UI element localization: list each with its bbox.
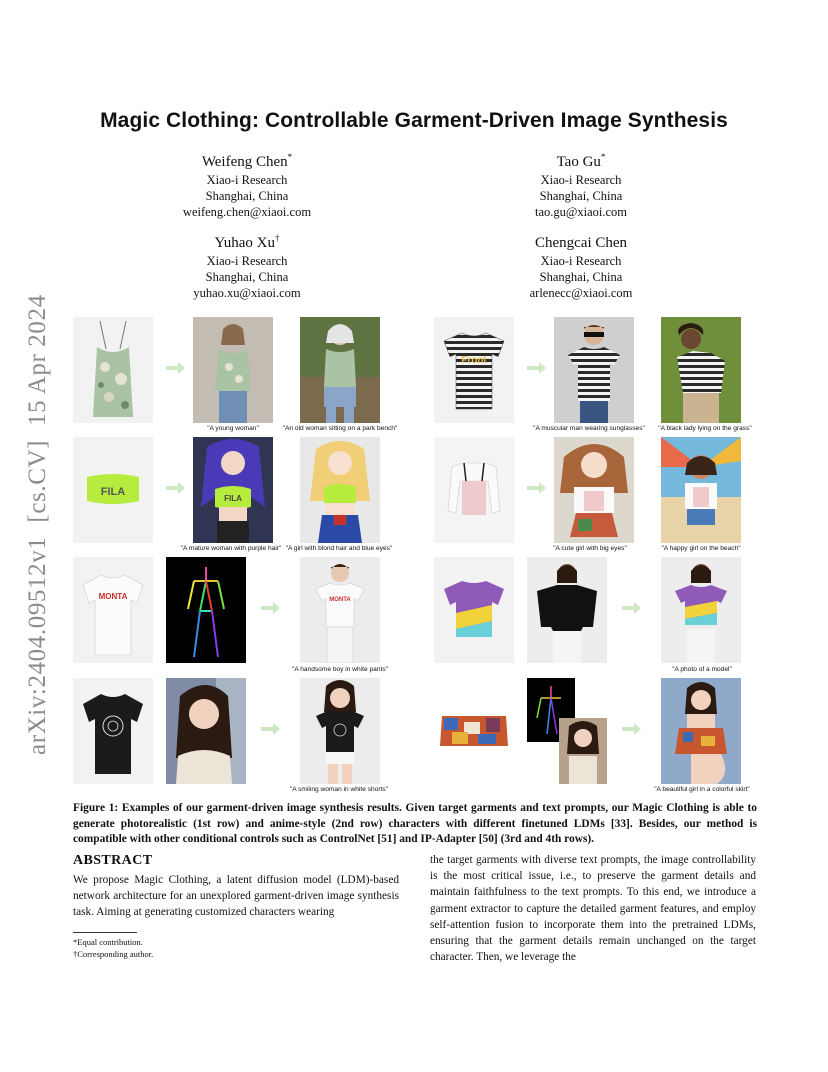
arxiv-date: 15 Apr 2024 [24, 294, 51, 426]
footnote-equal-contribution: *Equal contribution. [73, 937, 143, 947]
arrow-icon [166, 361, 186, 375]
arrow-icon [622, 722, 642, 736]
author-name: Tao Gu [556, 154, 601, 170]
author-email: arlenecc@xiaoi.com [529, 286, 633, 300]
caption-r1c: "A muscular man wearing sunglasses" [533, 425, 645, 432]
caption-r2b: "A girl with blond hair and blue eyes" [285, 545, 393, 552]
author-location: Shanghai, China [205, 189, 289, 203]
footnote-rule [73, 932, 137, 933]
author-name: Yuhao Xu [214, 235, 275, 251]
caption-r3a: "A handsome boy in white pants" [292, 666, 388, 673]
author-mark: * [287, 152, 293, 162]
result-smiling-woman-shorts [300, 678, 380, 784]
garment-colorful-skirt [434, 678, 514, 784]
footnote-corresponding: †Corresponding author. [73, 949, 154, 959]
result-young-woman [193, 317, 273, 423]
result-model-color-tee [661, 557, 741, 663]
result-girl-colorful-skirt [661, 678, 741, 784]
caption-r1b: "An old woman sitting on a park bench" [282, 425, 398, 432]
arxiv-id: arXiv:2404.09512v1 [24, 536, 51, 755]
front-logo: Front [461, 355, 487, 366]
monta-logo: MONTA [329, 597, 351, 603]
abstract-heading: ABSTRACT [73, 853, 153, 868]
abstract-right-column: the target garments with diverse text prompts, the image controllability is the most critical issue, i.e., to preserve the garment details and maintain faithfulness to the text prompts. To this end, we introduce a garment extractor to capture the detailed garment features, and employ self-attention fusion to incorporate them into the pretrained LDMs, ensuring that the garment details remain unchanged on the target character. Then, we leverage the [430, 854, 756, 964]
author-affiliation: Xiao-i Research [206, 173, 288, 187]
reference-woman-face [166, 678, 246, 784]
garment-pink-corset-top [434, 437, 514, 543]
figure-row-4 [73, 678, 743, 784]
author-name: Chengcai Chen [534, 235, 628, 251]
author-email: yuhao.xu@xiaoi.com [193, 286, 301, 300]
garment-striped-tee [434, 317, 514, 423]
paper-title: Magic Clothing: Controllable Garment-Driven Image Synthesis [100, 109, 728, 132]
result-anime-big-eyes [554, 437, 634, 543]
fila-logo: FILA [100, 486, 126, 498]
arrow-icon [527, 481, 547, 495]
figure-caption: Figure 1: Examples of our garment-driven image synthesis results. Given target garments and text prompts, our Magic Clothing is able to generate photorealistic (1st row) and anime-style (2nd row) characters with different finetuned LDMs [33]. Besides, our method is compatible with other conditional controls such as ControlNet [51] and IP-Adapter [50] (3rd and 4th rows). [73, 802, 757, 845]
author-mark: * [600, 152, 606, 162]
caption-r2c: "A cute girl with big eyes" [553, 545, 627, 552]
author-block-4 [461, 229, 701, 301]
garment-floral-camisole [73, 317, 153, 423]
arxiv-stamp [18, 285, 58, 755]
figure-row-2 [73, 437, 743, 543]
caption-r4a: "A smiling woman in white shorts" [289, 786, 389, 793]
garment-fila-tube-top [73, 437, 153, 543]
result-boy-white-pants [300, 557, 380, 663]
arrow-icon [527, 361, 547, 375]
author-block-2 [461, 148, 701, 220]
caption-r2a: "A mature woman with purple hair" [180, 545, 282, 552]
caption-r2d: "A happy girl on the beach" [661, 545, 741, 552]
pose-and-face-references [527, 678, 607, 784]
arrow-icon [261, 601, 281, 615]
result-black-lady-grass [661, 317, 741, 423]
author-affiliation: Xiao-i Research [540, 254, 622, 268]
result-man-sunglasses [554, 317, 634, 423]
figure-row-3 [73, 557, 743, 663]
author-location: Shanghai, China [205, 270, 289, 284]
garment-white-tee-red-logo [73, 557, 153, 663]
pose-skeleton-map [166, 557, 246, 663]
author-affiliation: Xiao-i Research [540, 173, 622, 187]
arrow-icon [622, 601, 642, 615]
result-anime-beach [661, 437, 741, 543]
arrow-icon [261, 722, 281, 736]
author-email: weifeng.chen@xiaoi.com [182, 205, 312, 219]
author-email: tao.gu@xiaoi.com [534, 205, 628, 219]
author-block-3 [127, 229, 367, 301]
author-name: Weifeng Chen [201, 154, 288, 170]
author-mark: † [274, 233, 280, 243]
result-anime-blond-girl [300, 437, 380, 543]
fila-logo: FILA [224, 494, 242, 503]
figure-row-1 [73, 317, 743, 423]
garment-color-block-crop-tee [434, 557, 514, 663]
reference-black-top-model [527, 557, 607, 663]
abstract-left-column: We propose Magic Clothing, a latent diffusion model (LDM)-based network architecture for an unexplored garment-driven image synthesis task. Aiming at generating customized characters wearing [73, 874, 399, 919]
arrow-icon [166, 481, 186, 495]
author-location: Shanghai, China [539, 189, 623, 203]
author-affiliation: Xiao-i Research [206, 254, 288, 268]
arxiv-category: [cs.CV] [24, 439, 51, 523]
author-block-1 [127, 148, 367, 220]
result-old-woman-bench [300, 317, 380, 423]
garment-black-graphic-tee [73, 678, 153, 784]
monta-logo: MONTA [98, 592, 128, 601]
caption-r3b: "A photo of a model" [672, 666, 732, 673]
author-location: Shanghai, China [539, 270, 623, 284]
caption-r1d: "A black lady lying on the grass" [658, 425, 752, 432]
result-anime-purple-hair [193, 437, 273, 543]
caption-r1a: "A young woman" [207, 425, 259, 432]
caption-r4b: "A beautiful girl in a colorful skirt" [654, 786, 750, 793]
